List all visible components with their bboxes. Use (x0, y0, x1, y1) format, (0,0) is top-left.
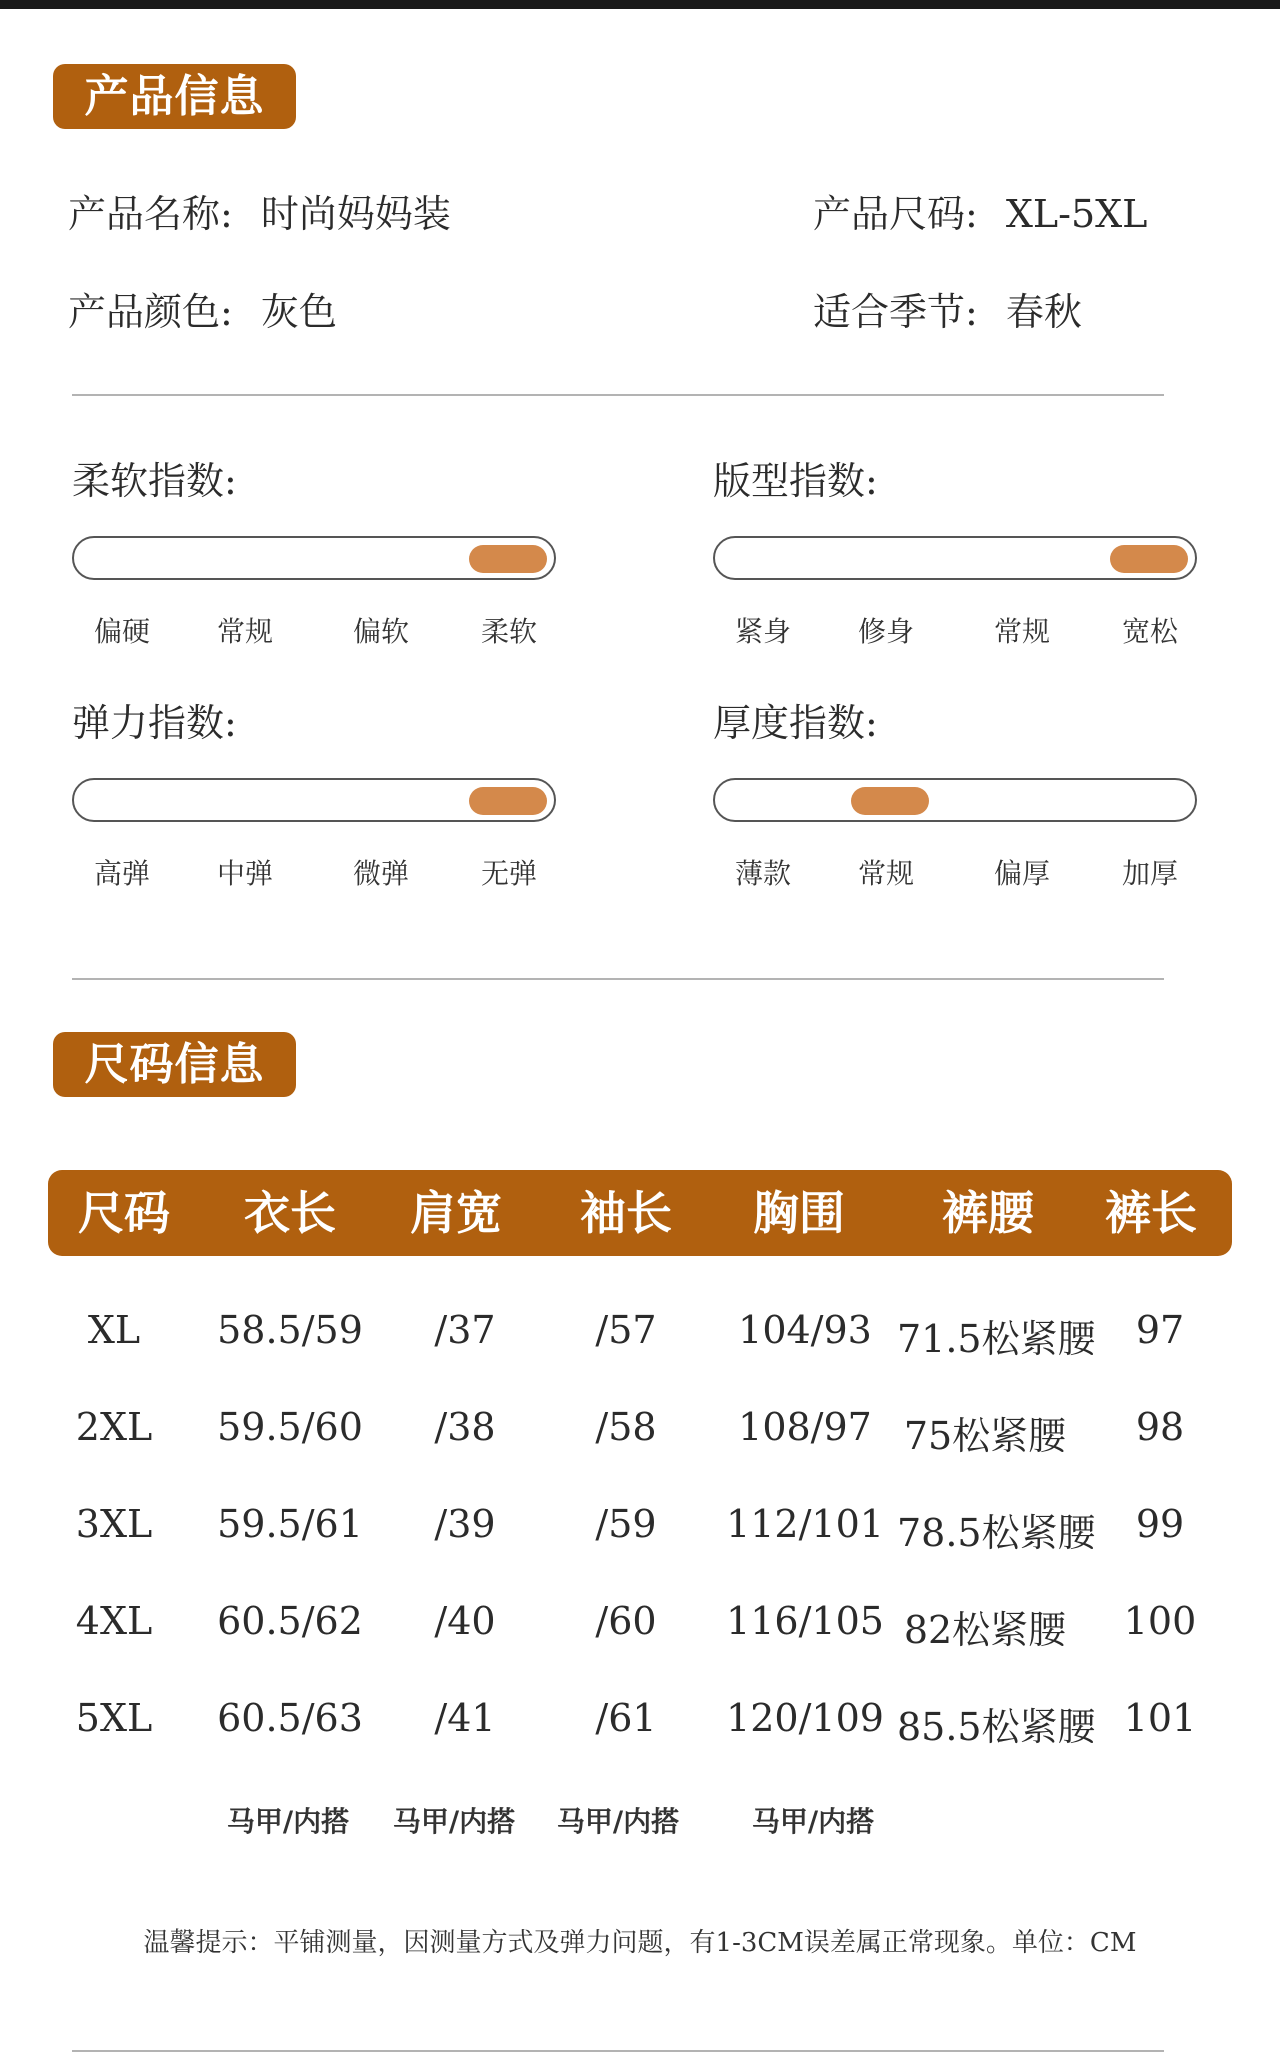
index-title: 弹力指数: (72, 701, 237, 745)
cell-length: 58.5/59 (217, 1308, 363, 1352)
cell-pants-length: 98 (1135, 1405, 1185, 1449)
index-scale-label: 修身 (857, 615, 914, 648)
index-scale-label: 加厚 (1121, 857, 1178, 890)
cell-shoulder: /40 (434, 1599, 496, 1643)
product-season-value: 春秋 (1005, 290, 1082, 334)
product-name-label: 产品名称: (68, 192, 233, 236)
index-slider-knob (1110, 545, 1188, 573)
index-slider (72, 536, 556, 580)
cell-length: 59.5/60 (217, 1405, 363, 1449)
index-scale-label: 常规 (993, 615, 1050, 648)
divider (72, 394, 1164, 396)
cell-size: 5XL (75, 1696, 153, 1740)
product-size-row (813, 183, 1147, 238)
index-scale-label: 微弹 (352, 857, 409, 890)
cell-chest: 116/105 (726, 1599, 884, 1643)
cell-sleeve: /58 (595, 1405, 657, 1449)
cell-sleeve: /57 (595, 1308, 657, 1352)
index-scale-label: 薄款 (734, 857, 791, 890)
cell-pants-length: 99 (1135, 1502, 1185, 1546)
cell-shoulder: /39 (434, 1502, 496, 1546)
product-season-label: 适合季节: (813, 290, 978, 334)
index-slider (713, 778, 1197, 822)
cell-shoulder: /37 (434, 1308, 496, 1352)
index-slider (72, 778, 556, 822)
cell-chest: 108/97 (738, 1405, 872, 1449)
cell-length: 59.5/61 (217, 1502, 363, 1546)
index-scale-label: 宽松 (1121, 615, 1178, 648)
cell-sleeve: /61 (595, 1696, 657, 1740)
header-length: 衣长 (244, 1186, 336, 1240)
index-slider-knob (469, 545, 547, 573)
cell-pants-length: 101 (1123, 1696, 1197, 1740)
header-size: 尺码 (78, 1186, 170, 1240)
index-scale-label: 紧身 (734, 615, 791, 648)
cell-waist: 82松紧腰 (903, 1608, 1067, 1652)
index-scale-label: 无弹 (480, 857, 537, 890)
index-title: 版型指数: (713, 459, 878, 503)
header-pants-length: 裤长 (1105, 1186, 1197, 1240)
cell-waist: 71.5松紧腰 (897, 1317, 1096, 1361)
index-scale-label: 柔软 (480, 615, 537, 648)
cell-size: XL (87, 1308, 141, 1352)
divider (72, 2050, 1164, 2052)
index-scale-label: 偏软 (352, 615, 409, 648)
divider (72, 978, 1164, 980)
sub-note: 马甲/内搭 (751, 1805, 875, 1838)
index-scale-label: 偏厚 (993, 857, 1050, 890)
cell-chest: 120/109 (726, 1696, 884, 1740)
index-slider-knob (469, 787, 547, 815)
cell-chest: 104/93 (738, 1308, 872, 1352)
product-info-tag: 产品信息 (53, 64, 296, 129)
size-info-tag: 尺码信息 (53, 1032, 296, 1097)
cell-size: 3XL (75, 1502, 153, 1546)
size-table-header (48, 1170, 1232, 1256)
product-size-value: XL-5XL (1005, 192, 1148, 236)
cell-length: 60.5/62 (217, 1599, 363, 1643)
measurement-tip: 温馨提示：平铺测量，因测量方式及弹力问题，有1-3CM误差属正常现象。单位：CM (143, 1928, 1137, 1958)
top-border (0, 0, 1280, 9)
cell-chest: 112/101 (726, 1502, 884, 1546)
header-waist: 裤腰 (942, 1186, 1034, 1240)
cell-shoulder: /41 (434, 1696, 496, 1740)
cell-waist: 78.5松紧腰 (897, 1511, 1096, 1555)
cell-pants-length: 100 (1123, 1599, 1197, 1643)
product-name-row (68, 183, 451, 238)
index-scale-label: 常规 (216, 615, 273, 648)
sub-note: 马甲/内搭 (556, 1805, 680, 1838)
cell-sleeve: /60 (595, 1599, 657, 1643)
cell-waist: 75松紧腰 (903, 1414, 1067, 1458)
product-season-row (813, 281, 1082, 336)
header-chest: 胸围 (753, 1186, 845, 1240)
sub-note: 马甲/内搭 (392, 1805, 516, 1838)
cell-sleeve: /59 (595, 1502, 657, 1546)
header-shoulder: 肩宽 (410, 1186, 502, 1240)
cell-waist: 85.5松紧腰 (897, 1705, 1096, 1749)
header-sleeve: 袖长 (580, 1186, 672, 1240)
index-title: 厚度指数: (713, 701, 878, 745)
index-scale-label: 偏硬 (93, 615, 150, 648)
cell-size: 2XL (75, 1405, 153, 1449)
product-name-value: 时尚妈妈装 (260, 192, 451, 236)
index-slider (713, 536, 1197, 580)
product-color-value: 灰色 (260, 290, 337, 334)
product-color-row (68, 281, 337, 336)
cell-shoulder: /38 (434, 1405, 496, 1449)
cell-pants-length: 97 (1135, 1308, 1185, 1352)
cell-length: 60.5/63 (217, 1696, 363, 1740)
product-color-label: 产品颜色: (68, 290, 233, 334)
sub-note: 马甲/内搭 (226, 1805, 350, 1838)
index-scale-label: 高弹 (93, 857, 150, 890)
index-title: 柔软指数: (72, 459, 237, 503)
index-scale-label: 常规 (857, 857, 914, 890)
product-size-label: 产品尺码: (813, 192, 978, 236)
cell-size: 4XL (75, 1599, 153, 1643)
index-scale-label: 中弹 (216, 857, 273, 890)
index-slider-knob (851, 787, 929, 815)
